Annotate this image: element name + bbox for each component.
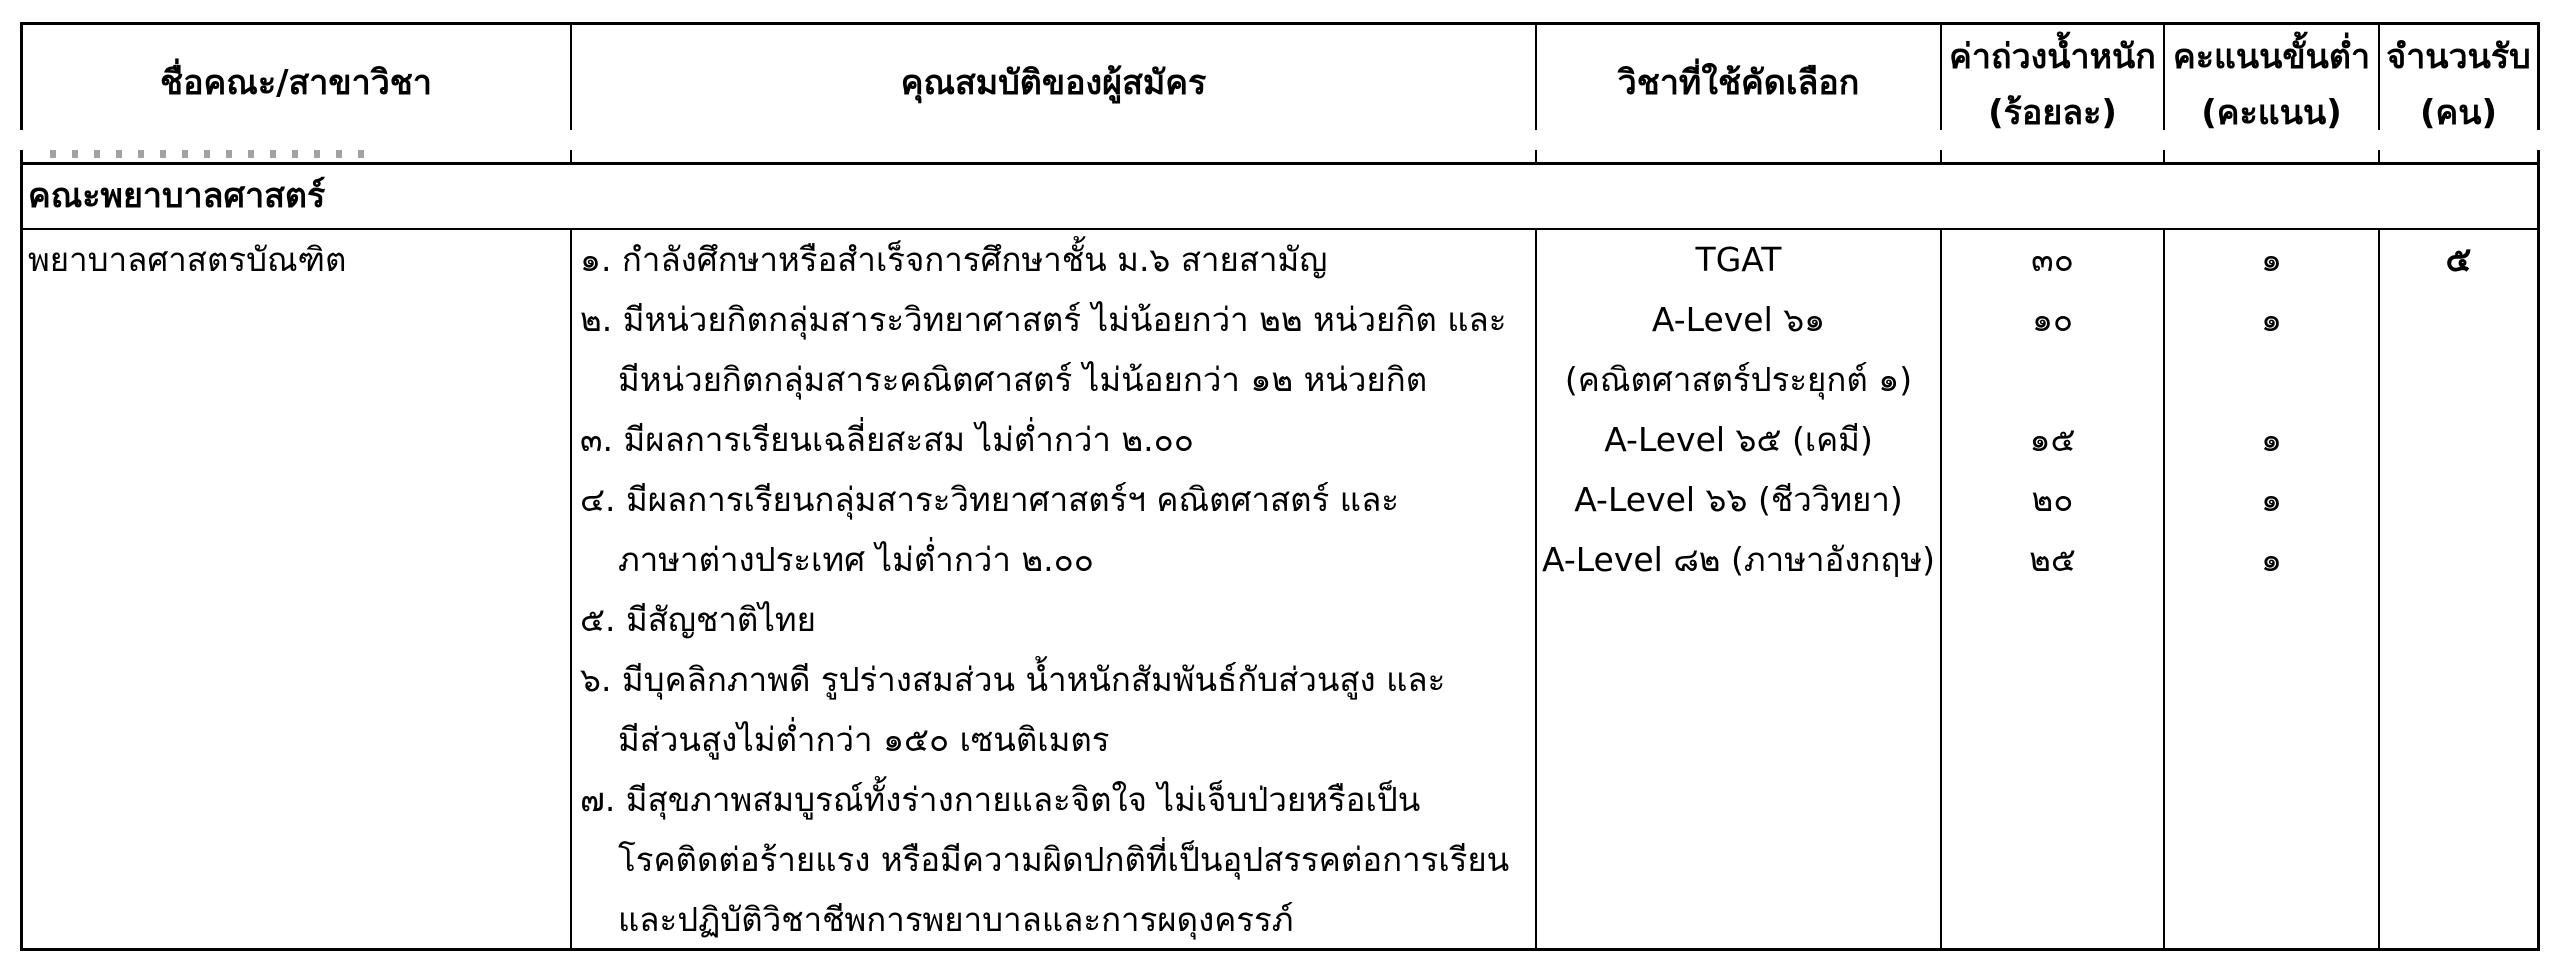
min-score-value: ๑ <box>2261 300 2282 339</box>
column-divider <box>570 150 572 164</box>
column-divider <box>1535 150 1537 164</box>
subject-item: (คณิตศาสตร์ประยุกต์ ๑) <box>1564 360 1913 399</box>
qualification-item: ๓. มีผลการเรียนเฉลี่ยสะสม ไม่ต่ำกว่า ๒.๐๐ <box>580 420 1194 459</box>
header-quota: จำนวนรับ <box>2386 37 2531 77</box>
subject-item: A-Level ๘๒ (ภาษาอังกฤษ) <box>1541 540 1936 579</box>
qualification-item: ๖. มีบุคลิกภาพดี รูปร่างสมส่วน น้ำหนักสัมพันธ์กับส่วนสูง และ <box>580 660 1446 699</box>
column-divider <box>2378 150 2380 164</box>
weight-value: ๓๐ <box>2031 240 2074 279</box>
quota-value: ๕ <box>2445 240 2472 280</box>
qualification-item: และปฏิบัติวิชาชีพการพยาบาลและการผดุงครรภ์ <box>618 900 1294 939</box>
table-left-border <box>20 150 23 950</box>
header-name: ชื่อคณะ/สาขาวิชา <box>160 63 432 103</box>
header-weight-unit: (ร้อยละ) <box>1988 93 2117 133</box>
qualification-item: โรคติดต่อร้ายแรง หรือมีความผิดปกติที่เป็นอุปสรรคต่อการเรียน <box>618 840 1510 879</box>
header-subjects: วิชาที่ใช้คัดเลือก <box>1617 63 1860 103</box>
header-min-score: คะแนนขั้นต่ำ <box>2172 37 2371 77</box>
min-score-value: ๑ <box>2261 240 2282 279</box>
header-min-score-unit: (คะแนน) <box>2201 93 2342 133</box>
qualification-item: ๒. มีหน่วยกิตกลุ่มสาระวิทยาศาสตร์ ไม่น้อยกว่า ๒๒ หน่วยกิต และ <box>580 300 1507 339</box>
weight-value: ๒๐ <box>2031 480 2074 519</box>
qualification-item: ภาษาต่างประเทศ ไม่ต่ำกว่า ๒.๐๐ <box>618 540 1094 579</box>
subject-item: A-Level ๖๑ <box>1651 300 1826 339</box>
qualification-item: ๗. มีสุขภาพสมบูรณ์ทั้งร่างกายและจิตใจ ไม่เจ็บป่วยหรือเป็น <box>580 780 1421 819</box>
qualification-item: ๔. มีผลการเรียนกลุ่มสาระวิทยาศาสตร์ฯ คณิตศาสตร์ และ <box>580 480 1400 519</box>
min-score-value: ๑ <box>2261 540 2282 579</box>
qualification-item: มีส่วนสูงไม่ต่ำกว่า ๑๕๐ เซนติเมตร <box>618 720 1110 759</box>
column-divider <box>1940 150 1942 164</box>
qualification-item: ๑. กำลังศึกษาหรือสำเร็จการศึกษาชั้น ม.๖ สายสามัญ <box>580 240 1328 279</box>
qualification-item: ๕. มีสัญชาติไทย <box>580 600 817 639</box>
faculty-title: คณะพยาบาลศาสตร์ <box>28 176 326 216</box>
min-score-value: ๑ <box>2261 480 2282 519</box>
faculty-row-border <box>20 228 2540 230</box>
table-right-border <box>2537 150 2540 950</box>
column-divider <box>2378 230 2380 950</box>
table-header-bottom-border <box>20 162 2540 165</box>
weight-value: ๑๐ <box>2031 300 2074 339</box>
subject-item: TGAT <box>1695 240 1782 279</box>
subject-item: A-Level ๖๕ (เคมี) <box>1604 420 1873 459</box>
column-divider <box>2163 150 2165 164</box>
subject-item: A-Level ๖๖ (ชีววิทยา) <box>1574 480 1903 519</box>
header-weight: ค่าถ่วงน้ำหนัก <box>1949 37 2156 77</box>
header-quota-unit: (คน) <box>2419 93 2498 133</box>
table-right-border <box>2537 22 2540 130</box>
header-qualification: คุณสมบัติของผู้สมัคร <box>900 63 1207 103</box>
weight-value: ๒๕ <box>2029 540 2076 579</box>
program-name: พยาบาลศาสตรบัณฑิต <box>28 240 347 279</box>
weight-value: ๑๕ <box>2029 420 2076 459</box>
cropped-previous-row <box>50 150 380 158</box>
table-top-border <box>20 22 2540 25</box>
qualification-item: มีหน่วยกิตกลุ่มสาระคณิตศาสตร์ ไม่น้อยกว่า ๑๒ หน่วยกิต <box>618 360 1428 399</box>
table-bottom-border <box>20 948 2540 951</box>
column-divider <box>570 230 572 950</box>
min-score-value: ๑ <box>2261 420 2282 459</box>
